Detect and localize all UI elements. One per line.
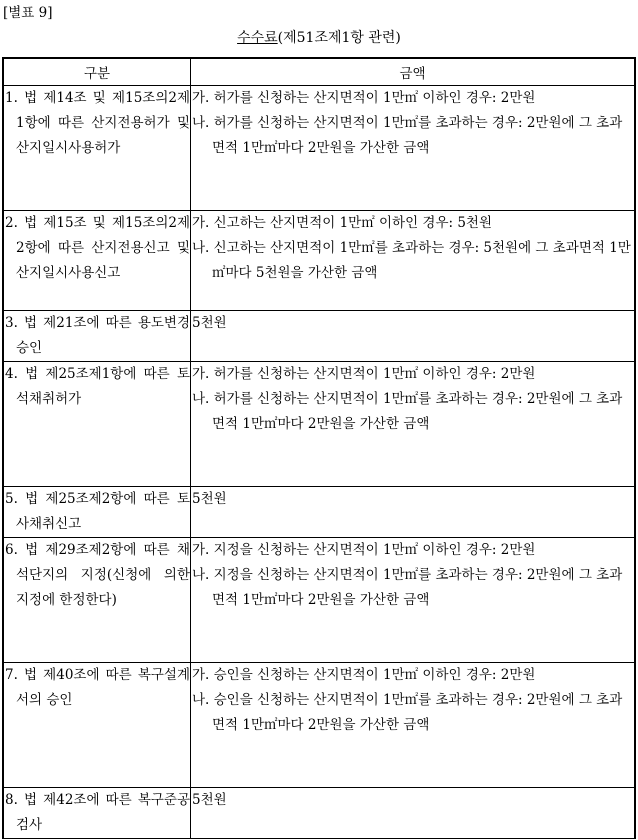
amount-line: 5천원 <box>192 792 227 808</box>
amount-line: 나. 신고하는 산지면적이 1만㎡를 초과하는 경우: 5천원에 그 초과면적 1만㎡마다 5천원을 가산한 금액 <box>192 240 631 281</box>
document-title <box>0 27 638 47</box>
amount-line: 가. 승인을 신청하는 산지면적이 1만㎡ 이하인 경우: 2만원 <box>192 667 536 683</box>
row-category <box>4 86 191 211</box>
row-amount <box>191 362 635 487</box>
row-category-text: 4. 법 제25조제1항에 따른 토석채취허가 <box>5 366 190 407</box>
row-category-text: 2. 법 제15조 및 제15조의2제2항에 따른 산지전용신고 및 산지일시사용신고 <box>5 215 190 281</box>
row-amount <box>191 211 635 311</box>
row-category-text: 7. 법 제40조에 따른 복구설계서의 승인 <box>5 667 190 708</box>
row-category-text: 3. 법 제21조에 따른 용도변경승인 <box>5 315 190 356</box>
header-category: 구분 <box>4 59 191 86</box>
fee-table <box>3 58 635 839</box>
table-row <box>4 311 635 362</box>
table-row <box>4 362 635 487</box>
title-reference: (제51조제1항 관련) <box>277 30 401 46</box>
row-category <box>4 311 191 362</box>
amount-line: 나. 지정을 신청하는 산지면적이 1만㎡를 초과하는 경우: 2만원에 그 초과면적 1만㎡마다 2만원을 가산한 금액 <box>192 567 623 608</box>
amount-line: 나. 허가를 신청하는 산지면적이 1만㎡를 초과하는 경우: 2만원에 그 초과면적 1만㎡마다 2만원을 가산한 금액 <box>192 115 623 156</box>
amount-line: 5천원 <box>192 491 227 507</box>
row-amount <box>191 487 635 538</box>
title-main: 수수료 <box>237 30 278 46</box>
amount-line: 가. 신고하는 산지면적이 1만㎡ 이하인 경우: 5천원 <box>192 215 493 231</box>
amount-line: 가. 허가를 신청하는 산지면적이 1만㎡ 이하인 경우: 2만원 <box>192 90 536 106</box>
row-category-text: 8. 법 제42조에 따른 복구준공검사 <box>5 792 190 833</box>
row-amount <box>191 788 635 839</box>
table-row <box>4 487 635 538</box>
amount-line: 가. 지정을 신청하는 산지면적이 1만㎡ 이하인 경우: 2만원 <box>192 542 536 558</box>
row-amount <box>191 538 635 663</box>
row-category-text: 1. 법 제14조 및 제15조의2제1항에 따른 산지전용허가 및 산지일시사용허가 <box>5 90 190 156</box>
row-category <box>4 362 191 487</box>
amount-line: 5천원 <box>192 315 227 331</box>
row-amount <box>191 86 635 211</box>
row-category <box>4 211 191 311</box>
table-row <box>4 788 635 839</box>
table-row <box>4 538 635 663</box>
row-amount <box>191 663 635 788</box>
row-category <box>4 487 191 538</box>
row-category-text: 6. 법 제29조제2항에 따른 채석단지의 지정(신청에 의한 지정에 한정한다) <box>5 542 190 608</box>
header-amount: 금액 <box>191 59 635 86</box>
amount-line: 가. 허가를 신청하는 산지면적이 1만㎡ 이하인 경우: 2만원 <box>192 366 536 382</box>
row-amount <box>191 311 635 362</box>
row-category <box>4 663 191 788</box>
row-category <box>4 788 191 839</box>
table-header-row <box>4 59 635 86</box>
amount-line: 나. 승인을 신청하는 산지면적이 1만㎡를 초과하는 경우: 2만원에 그 초과면적 1만㎡마다 2만원을 가산한 금액 <box>192 692 623 733</box>
appendix-label: [별표 9] <box>3 5 53 21</box>
table-row <box>4 211 635 311</box>
row-category-text: 5. 법 제25조제2항에 따른 토사채취신고 <box>5 491 190 532</box>
amount-line: 나. 허가를 신청하는 산지면적이 1만㎡를 초과하는 경우: 2만원에 그 초과면적 1만㎡마다 2만원을 가산한 금액 <box>192 391 623 432</box>
table-row <box>4 86 635 211</box>
table-row <box>4 663 635 788</box>
fee-table-frame <box>2 57 636 839</box>
row-category <box>4 538 191 663</box>
